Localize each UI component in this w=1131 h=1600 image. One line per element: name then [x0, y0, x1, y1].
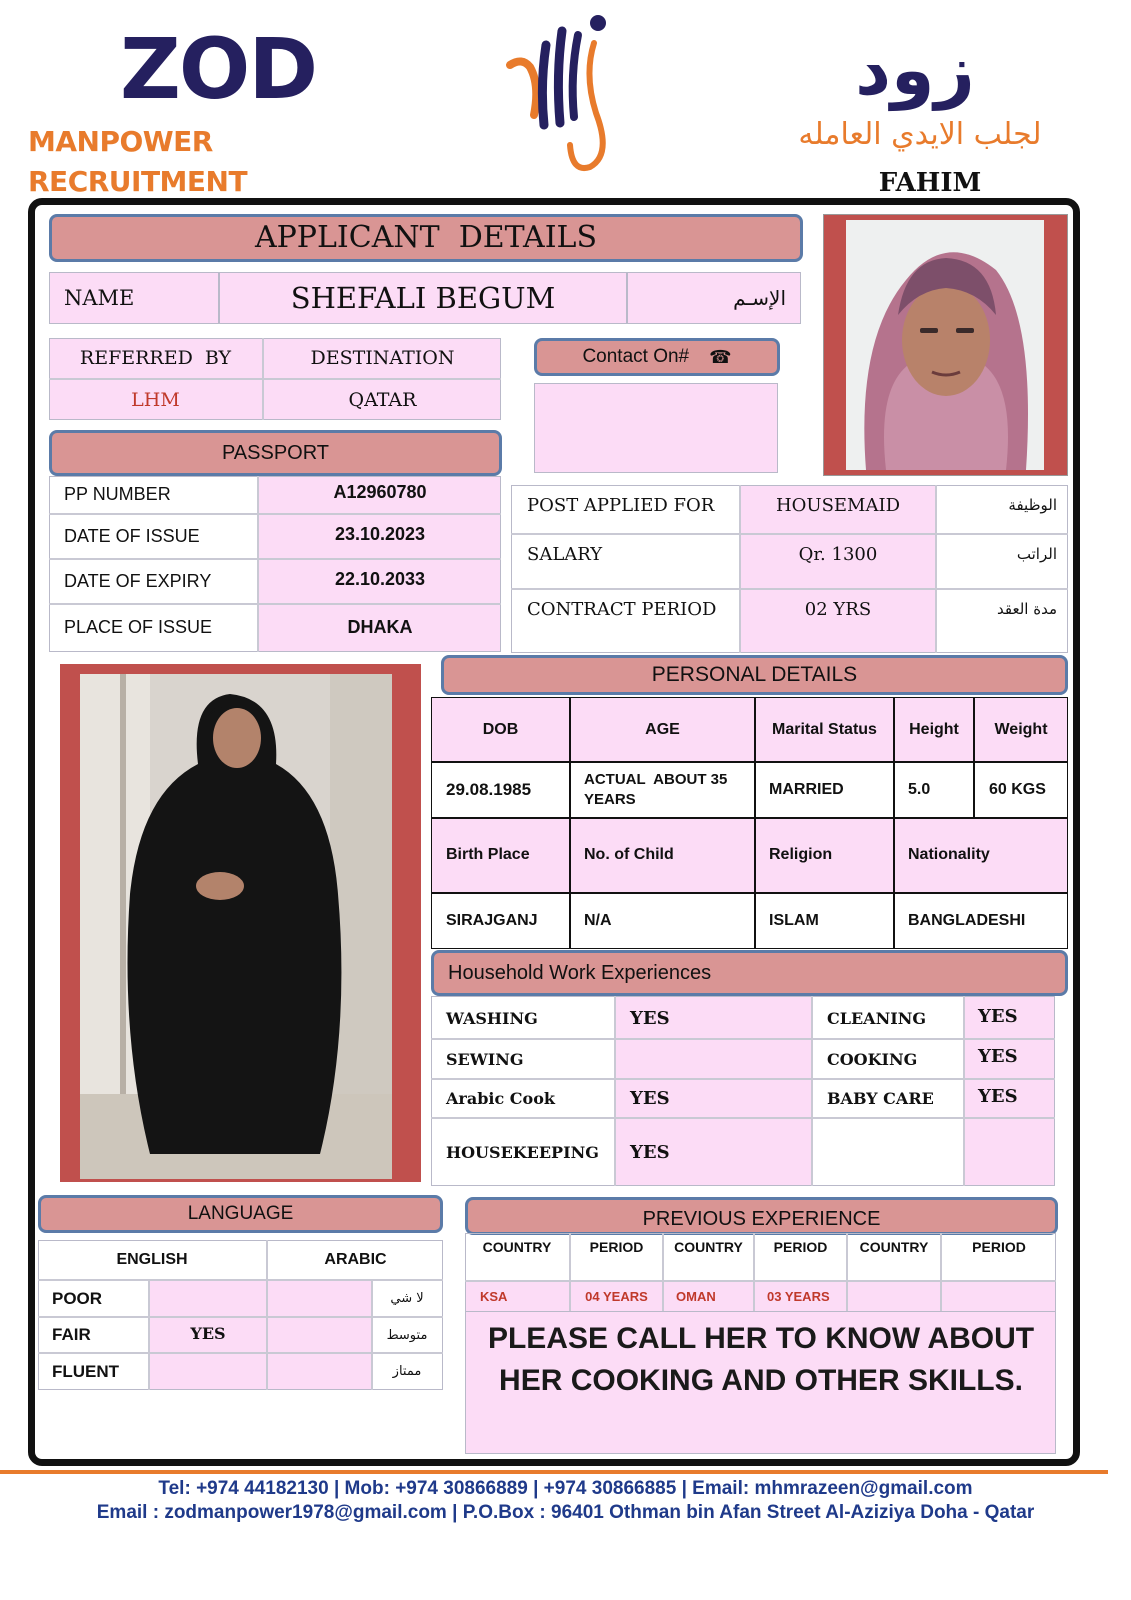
fair-arabic-label: متوسط	[386, 1327, 428, 1343]
marital-status-value: MARRIED	[769, 781, 844, 798]
portrait-photo	[846, 220, 1044, 470]
arabic-brand-subtitle: لجلب الايدي العامله	[798, 117, 1042, 152]
dob-label: DOB	[482, 720, 519, 738]
prev-country-header-3: COUNTRY	[859, 1239, 929, 1255]
poor-arabic-label: لا شي	[390, 1291, 424, 1306]
religion-label: Religion	[769, 846, 833, 863]
birth-place-value: SIRAJGANJ	[446, 912, 538, 929]
language-section-title: LANGUAGE	[38, 1195, 443, 1233]
marital-status-label: Marital Status	[772, 720, 877, 738]
call-note: PLEASE CALL HER TO KNOW ABOUT HER COOKING AND OTHER SKILLS.	[487, 1322, 1035, 1397]
contact-header	[534, 338, 780, 376]
footer-address-line: Email : zodmanpower1978@gmail.com | P.O.Box : 96401 Othman bin Afan Street Al-Aziziya Doha - Qatar	[96, 1502, 1035, 1523]
full-body-photo	[80, 674, 392, 1179]
post-applied-arabic: الوظيفة	[1008, 496, 1057, 514]
baby-care-value: YES	[978, 1086, 1018, 1107]
expiry-date-label: DATE OF EXPIRY	[64, 571, 212, 591]
sewing-label: SEWING	[446, 1049, 524, 1069]
passport-number-label: PP NUMBER	[64, 484, 171, 504]
footer-divider	[0, 1470, 1108, 1474]
passport-section-title: PASSPORT	[49, 430, 502, 476]
prev-country-value-3	[848, 1282, 940, 1310]
previous-experience-title: PREVIOUS EXPERIENCE	[465, 1197, 1058, 1235]
prev-period-value-2: 03 YEARS	[767, 1288, 830, 1304]
religion-value: ISLAM	[769, 912, 819, 929]
dob-value: 29.08.1985	[446, 780, 532, 799]
nationality-value: BANGLADESHI	[908, 912, 1026, 929]
name-arabic-label: الإسـم	[733, 286, 786, 310]
prev-period-header-1: PERIOD	[589, 1239, 644, 1255]
birth-place-label: Birth Place	[446, 846, 530, 863]
housekeeping-label: HOUSEKEEPING	[446, 1142, 599, 1162]
cooking-value: YES	[978, 1045, 1018, 1067]
issue-date-label: DATE OF ISSUE	[64, 526, 200, 546]
passport-number-value: A12960780	[333, 482, 427, 502]
personal-section-title: PERSONAL DETAILS	[441, 655, 1068, 695]
fluent-label: FLUENT	[52, 1361, 120, 1381]
prev-country-value-2: OMAN	[676, 1288, 716, 1304]
post-applied-label: POST APPLIED FOR	[527, 494, 715, 516]
contract-period-value: 02 YRS	[804, 598, 872, 620]
arabic-cook-value: YES	[630, 1088, 670, 1109]
prev-country-value-1: KSA	[480, 1288, 508, 1304]
issue-place-value: DHAKA	[347, 617, 413, 637]
height-label: Height	[909, 720, 959, 738]
fluent-arabic-label: ممتاز	[392, 1364, 422, 1379]
prev-country-header-1: COUNTRY	[482, 1239, 552, 1255]
sewing-value	[630, 1040, 790, 1078]
contact-value-box	[534, 383, 778, 473]
salary-label: SALARY	[527, 543, 603, 565]
issue-place-label: PLACE OF ISSUE	[64, 617, 213, 637]
children-value: N/A	[584, 912, 612, 929]
poor-label: POOR	[52, 1288, 103, 1308]
brand-title: ZOD	[120, 20, 317, 118]
height-value: 5.0	[908, 781, 931, 798]
footer-contact-line: Tel: +974 44182130 | Mob: +974 30866889 | +974 30866885 | Email: mhmrazeen@gmail.com	[158, 1478, 973, 1499]
nationality-label: Nationality	[908, 846, 990, 863]
household-section-title: Household Work Experiences	[431, 950, 1068, 996]
post-applied-value: HOUSEMAID	[775, 494, 901, 516]
age-value: ACTUAL ABOUT 35 YEARS	[584, 771, 732, 808]
fair-english-value: YES	[190, 1323, 226, 1343]
prev-period-value-1: 04 YEARS	[585, 1288, 648, 1304]
housekeeping-value: YES	[630, 1141, 670, 1163]
poor-english-value	[150, 1281, 266, 1316]
washing-value: YES	[630, 1007, 670, 1029]
arabic-brand-title: زود	[855, 29, 975, 111]
age-label: AGE	[645, 720, 680, 738]
weight-value: 60 KGS	[989, 781, 1046, 798]
referred-by-value: LHM	[131, 389, 180, 411]
children-label: No. of Child	[584, 846, 674, 863]
referred-by-label: REFERRED BY	[79, 347, 232, 369]
prev-period-header-3: PERIOD	[972, 1239, 1026, 1255]
applicant-name: SHEFALI BEGUM	[290, 281, 556, 315]
arabic-cook-label: Arabic Cook	[446, 1089, 555, 1108]
destination-value: QATAR	[348, 389, 417, 411]
english-header: ENGLISH	[116, 1250, 188, 1268]
issue-date-value: 23.10.2023	[334, 523, 426, 544]
name-label: NAME	[64, 286, 135, 310]
baby-care-label: BABY CARE	[827, 1089, 934, 1108]
weight-label: Weight	[994, 720, 1048, 738]
prev-country-header-2: COUNTRY	[674, 1239, 743, 1255]
destination-label: DESTINATION	[310, 347, 455, 369]
cooking-label: COOKING	[827, 1049, 918, 1069]
expiry-date-value: 22.10.2033	[334, 568, 426, 589]
cleaning-label: CLEANING	[827, 1008, 926, 1028]
fluent-english-value	[150, 1354, 266, 1389]
contract-period-arabic: مدة العقد	[997, 600, 1057, 618]
fair-label: FAIR	[52, 1325, 91, 1344]
company-logo-icon	[500, 5, 640, 175]
contract-period-label: CONTRACT PERIOD	[527, 598, 717, 620]
contact-label: Contact On#	[582, 346, 690, 367]
agent-name: FAHIM	[878, 168, 982, 198]
arabic-header: ARABIC	[324, 1250, 387, 1268]
prev-period-header-2: PERIOD	[773, 1239, 828, 1255]
salary-arabic: الراتب	[1016, 545, 1057, 563]
brand-subtitle: MANPOWER RECRUITMENT	[28, 125, 248, 198]
applicant-section-title: APPLICANT DETAILS	[49, 214, 803, 262]
salary-value: Qr. 1300	[798, 543, 878, 565]
washing-label: WASHING	[446, 1008, 538, 1028]
prev-period-value-3	[942, 1282, 1056, 1310]
cleaning-value: YES	[978, 1005, 1018, 1027]
phone-icon: ☎	[709, 346, 732, 367]
